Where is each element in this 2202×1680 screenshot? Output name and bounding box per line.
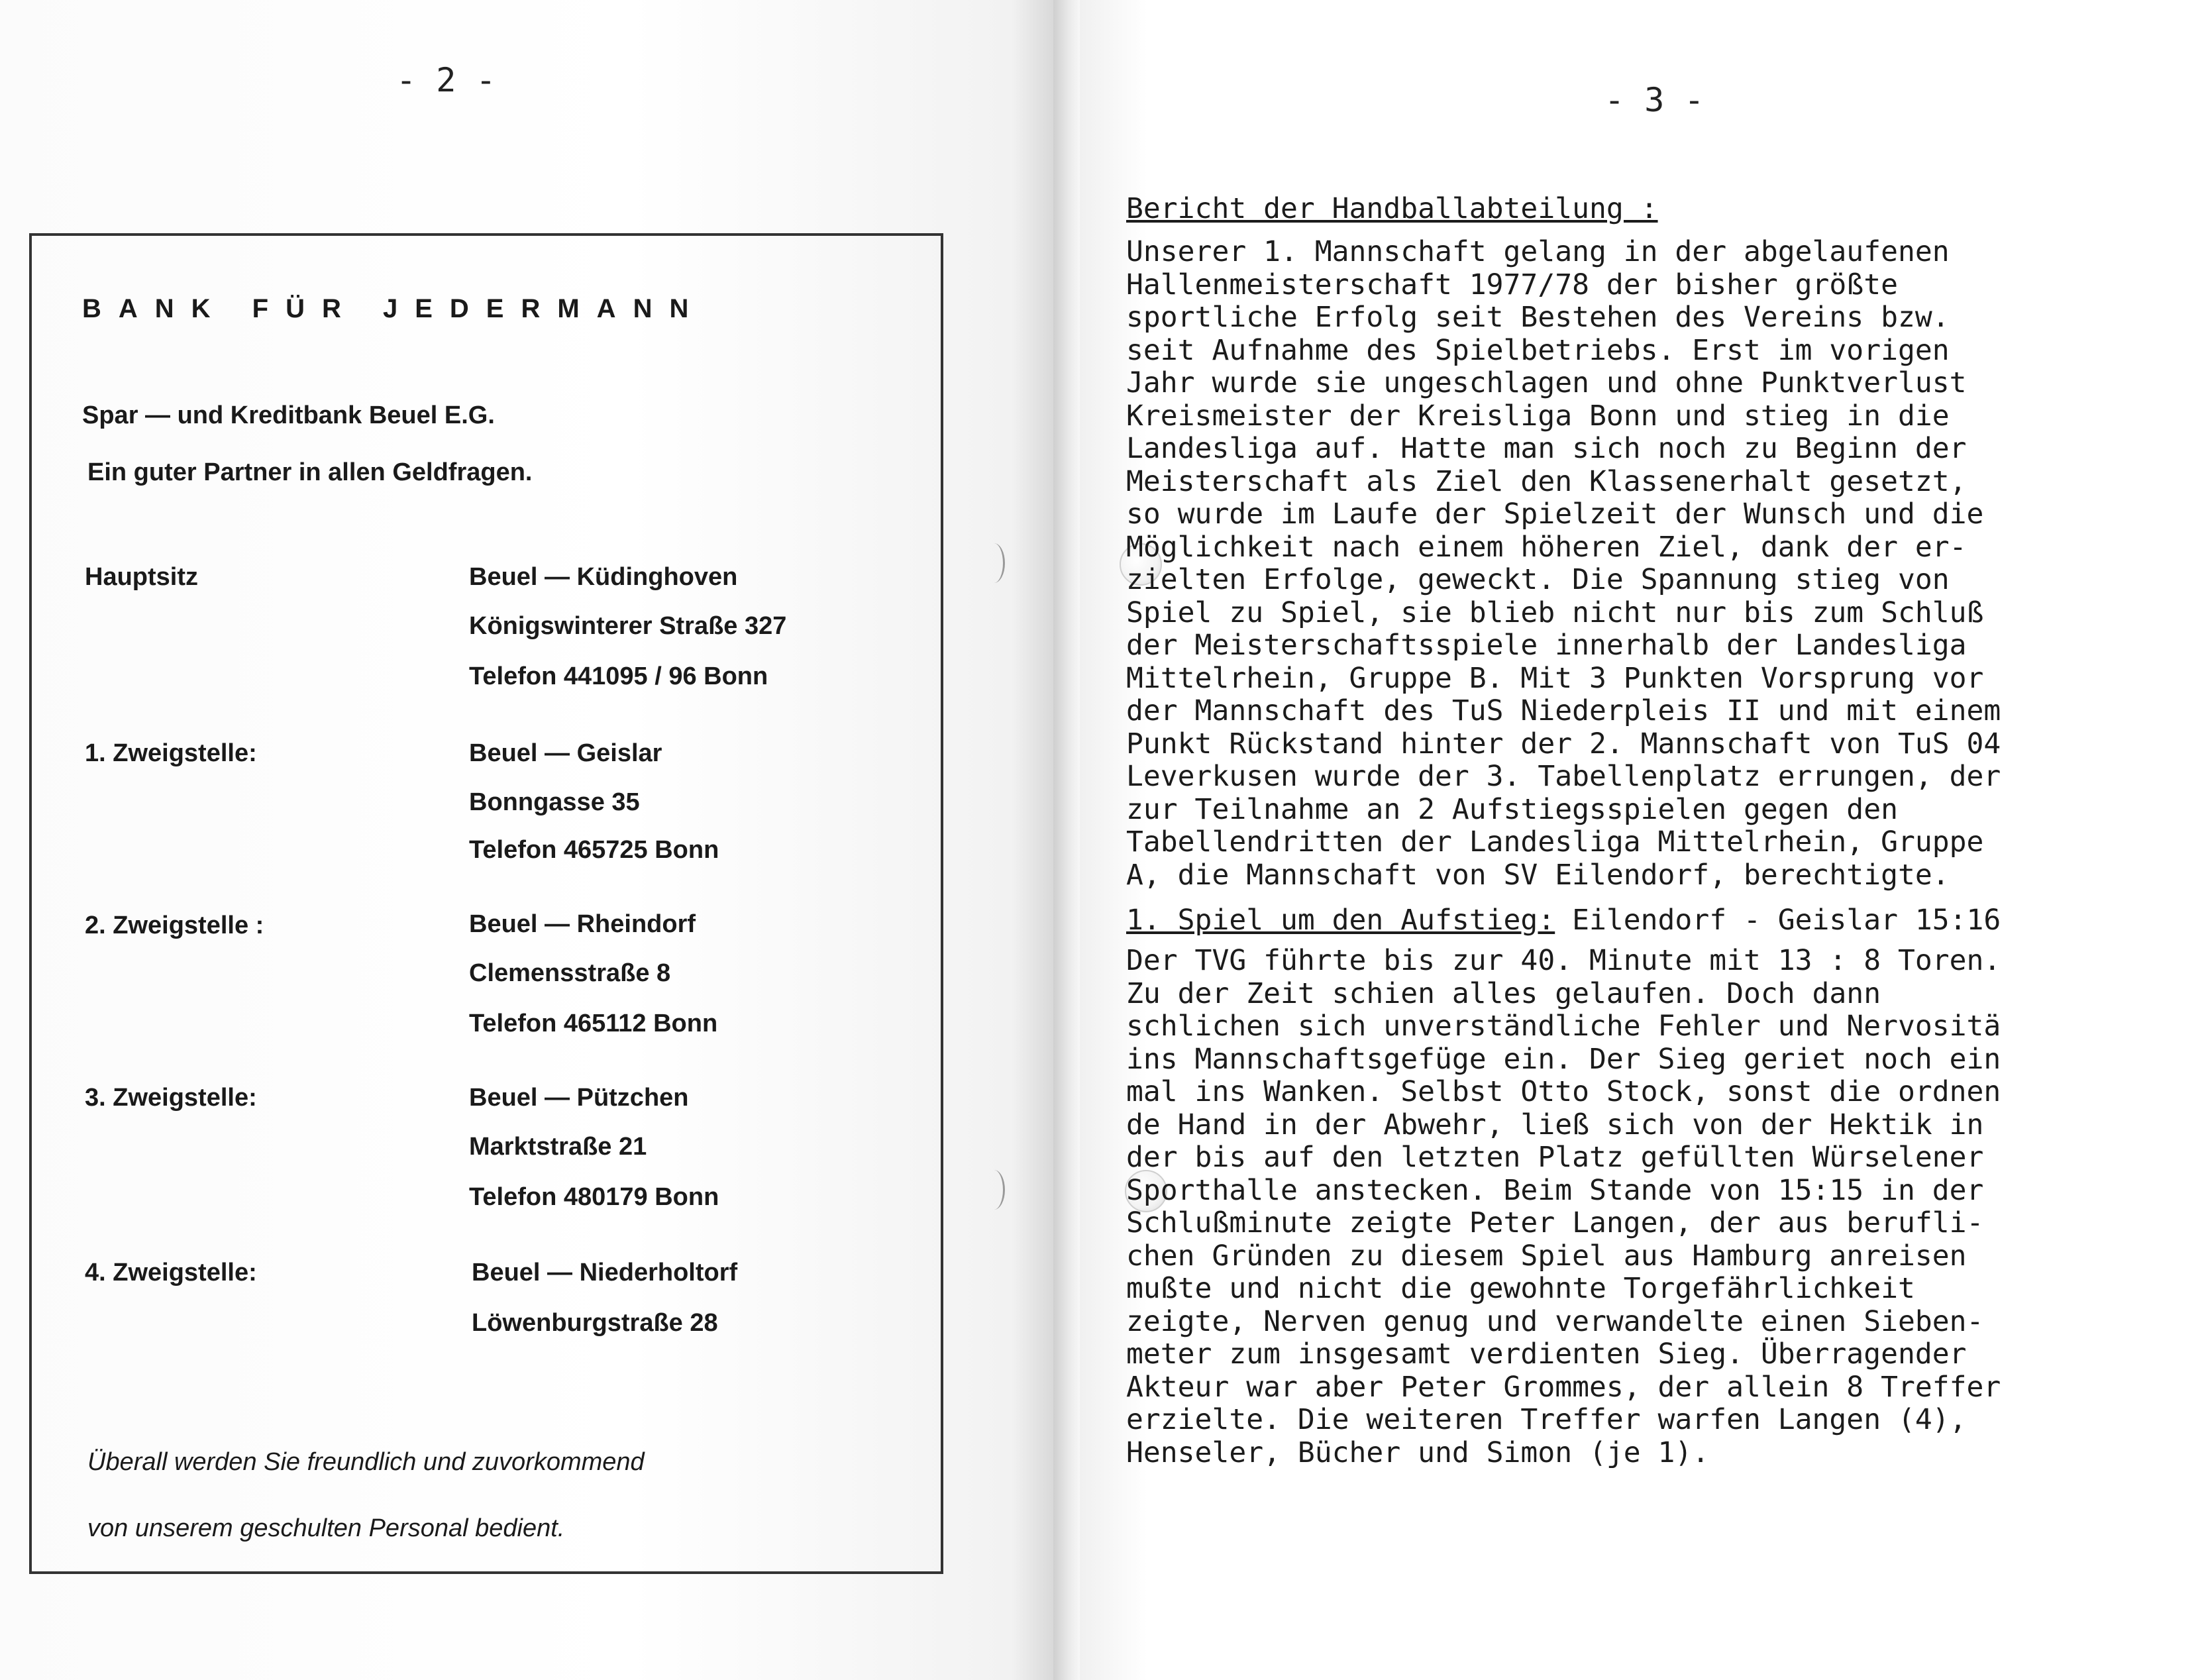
text-line: de Hand in der Abwehr, ließ sich von der Hektik in bbox=[1126, 1108, 1984, 1141]
handball-report bbox=[1126, 192, 2199, 1469]
text-line: der Mannschaft des TuS Niederpleis II und mit einem bbox=[1126, 694, 2001, 727]
text-line: Unserer 1. Mannschaft gelang in der abgelaufenen bbox=[1126, 235, 1950, 268]
bank-name: BANK FÜR JEDERMANN bbox=[82, 294, 706, 323]
bank-advertisement bbox=[29, 233, 943, 1574]
book-gutter bbox=[1053, 0, 1080, 1680]
text-line: meter zum insgesamt verdienten Sieg. Überragender bbox=[1126, 1338, 1967, 1371]
text-line: Jahr wurde sie ungeschlagen und ohne Punktverlust bbox=[1126, 366, 1967, 399]
branch-street: Bonngasse 35 bbox=[469, 788, 640, 816]
text-line: Zu der Zeit schien alles gelaufen. Doch dann bbox=[1126, 976, 1881, 1010]
text-line: A, die Mannschaft von SV Eilendorf, berechtigte. bbox=[1126, 858, 1950, 892]
report-heading: Bericht der Handballabteilung : bbox=[1126, 192, 1658, 225]
bank-slogan: Ein guter Partner in allen Geldfragen. bbox=[87, 458, 533, 486]
text-line: mußte und nicht die gewohnte Torgefährlichkeit bbox=[1126, 1272, 1915, 1305]
text-line: Spiel zu Spiel, sie blieb nicht nur bis zum Schluß bbox=[1126, 596, 1984, 629]
branch-district: Beuel — Geislar bbox=[469, 739, 662, 767]
page-number-left: - 2 - bbox=[396, 61, 496, 99]
text-line: so wurde im Laufe der Spielzeit der Wunsch und die bbox=[1126, 498, 1984, 531]
branch-label: Hauptsitz bbox=[85, 563, 198, 591]
text-line: mal ins Wanken. Selbst Otto Stock, sonst die ordnen bbox=[1126, 1075, 2001, 1108]
text-line: seit Aufnahme des Spielbetriebs. Erst im vorigen bbox=[1126, 333, 1950, 367]
branch-district: Beuel — Küdinghoven bbox=[469, 563, 738, 591]
page-number-right: - 3 - bbox=[1604, 81, 1704, 119]
bank-institution: Spar — und Kreditbank Beuel E.G. bbox=[82, 401, 495, 429]
text-line: der bis auf den letzten Platz gefüllten Würselener bbox=[1126, 1141, 1984, 1174]
text-line: Sporthalle anstecken. Beim Stande von 15:15 in der bbox=[1126, 1173, 1984, 1207]
branch-street: Clemensstraße 8 bbox=[469, 959, 671, 987]
text-line: Schlußminute zeigte Peter Langen, der aus berufli- bbox=[1126, 1206, 1984, 1239]
text-line: Kreismeister der Kreisliga Bonn und stieg in die bbox=[1126, 399, 1950, 433]
text-line: zur Teilnahme an 2 Aufstiegsspielen gegen den bbox=[1126, 792, 1898, 826]
branch-label: 4. Zweigstelle: bbox=[85, 1259, 257, 1286]
text-line: chen Gründen zu diesem Spiel aus Hamburg anreisen bbox=[1126, 1239, 1967, 1273]
branch-label: 1. Zweigstelle: bbox=[85, 739, 257, 767]
text-line: Der TVG führte bis zur 40. Minute mit 13 : 8 Toren. bbox=[1126, 944, 2001, 977]
ad-footer-line: von unserem geschulten Personal bedient. bbox=[87, 1514, 565, 1542]
ad-footer-line: Überall werden Sie freundlich und zuvorkommend bbox=[87, 1448, 645, 1476]
branch-street: Königswinterer Straße 327 bbox=[469, 612, 787, 640]
text-line: Hallenmeisterschaft 1977/78 der bisher größte bbox=[1126, 268, 1898, 301]
text-line: zielten Erfolge, geweckt. Die Spannung stieg von bbox=[1126, 563, 1950, 596]
binding-hole-mark bbox=[983, 543, 1005, 583]
text-line: Tabellendritten der Landesliga Mittelrhein, Gruppe bbox=[1126, 825, 1984, 859]
report-paragraph-2 bbox=[1126, 945, 2199, 1469]
report-paragraph-1 bbox=[1126, 236, 2199, 892]
branch-phone: Telefon 441095 / 96 Bonn bbox=[469, 662, 768, 690]
game-heading bbox=[1126, 904, 2199, 937]
text-line: ins Mannschaftsgefüge ein. Der Sieg geriet noch ein bbox=[1126, 1042, 2001, 1076]
game-heading-result: Eilendorf - Geislar 15:16 bbox=[1555, 904, 2001, 937]
left-page bbox=[0, 0, 1053, 1680]
binding-hole-mark bbox=[983, 1170, 1005, 1210]
branch-phone: Telefon 480179 Bonn bbox=[469, 1183, 719, 1211]
text-line: Landesliga auf. Hatte man sich noch zu Beginn der bbox=[1126, 432, 1967, 465]
text-line: Leverkusen wurde der 3. Tabellenplatz errungen, der bbox=[1126, 760, 2001, 793]
text-line: zeigte, Nerven genug und verwandelte einen Sieben- bbox=[1126, 1304, 1984, 1338]
text-line: Henseler, Bücher und Simon (je 1). bbox=[1126, 1436, 1710, 1469]
branch-district: Beuel — Rheindorf bbox=[469, 910, 696, 938]
text-line: sportliche Erfolg seit Bestehen des Vereins bzw. bbox=[1126, 301, 1950, 334]
branch-label: 3. Zweigstelle: bbox=[85, 1084, 257, 1112]
text-line: schlichen sich unverständliche Fehler und Nervositä bbox=[1126, 1010, 2001, 1043]
branch-street: Marktstraße 21 bbox=[469, 1133, 647, 1161]
branch-district: Beuel — Pützchen bbox=[469, 1084, 689, 1112]
text-line: Meisterschaft als Ziel den Klassenerhalt gesetzt, bbox=[1126, 464, 1967, 498]
text-line: der Meisterschaftsspiele innerhalb der Landesliga bbox=[1126, 629, 1967, 662]
text-line: Mittelrhein, Gruppe B. Mit 3 Punkten Vorsprung vor bbox=[1126, 661, 1984, 695]
branch-label: 2. Zweigstelle : bbox=[85, 912, 264, 939]
text-line: Akteur war aber Peter Grommes, der allein 8 Treffer bbox=[1126, 1370, 2001, 1404]
branch-phone: Telefon 465112 Bonn bbox=[469, 1010, 718, 1037]
text-line: Möglichkeit nach einem höheren Ziel, dank der er- bbox=[1126, 530, 1967, 564]
text-line: Punkt Rückstand hinter der 2. Mannschaft von TuS 04 bbox=[1126, 727, 2001, 761]
branch-phone: Telefon 465725 Bonn bbox=[469, 836, 719, 864]
text-line: erzielte. Die weiteren Treffer warfen Langen (4), bbox=[1126, 1403, 1967, 1436]
branch-district: Beuel — Niederholtorf bbox=[472, 1259, 738, 1286]
game-heading-label: 1. Spiel um den Aufstieg: bbox=[1126, 904, 1555, 937]
branch-street: Löwenburgstraße 28 bbox=[472, 1309, 718, 1337]
